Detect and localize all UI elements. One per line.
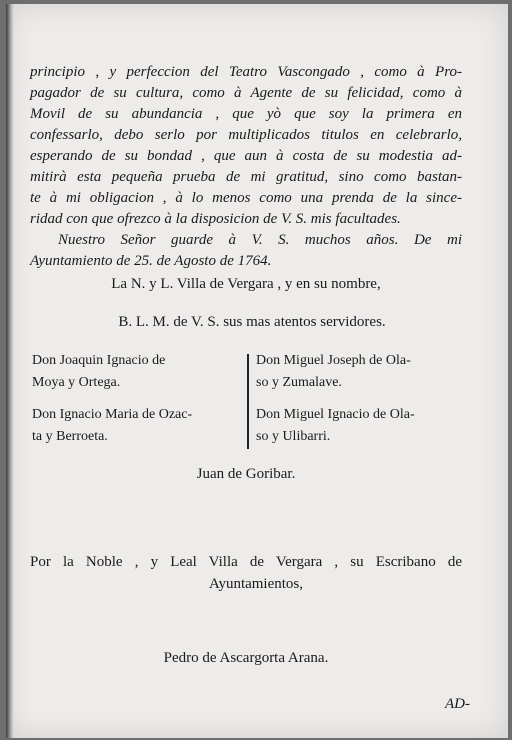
notary-line-2: Ayuntamientos, xyxy=(208,576,304,592)
body-line-10: Ayuntamiento de 25. de Agosto de 1764. xyxy=(30,253,272,269)
signatory-left-1 xyxy=(32,350,165,394)
notary-line-1: Por la Noble , y Leal Villa de Vergara , su Escribano de xyxy=(30,554,462,570)
signatory-left-2-line-2: ta y Berroeta. xyxy=(32,429,108,444)
signatory-right-1 xyxy=(256,350,411,394)
column-divider xyxy=(247,354,249,449)
signatory-right-1-line-1: Don Miguel Joseph de Ola- xyxy=(256,353,411,368)
body-line-6: mitirà esta pequeña prueba de mi gratitud, sino como bastan- xyxy=(30,169,462,185)
signatory-left-2-line-1: Don Ignacio Maria de Ozac- xyxy=(32,407,193,422)
signatory-center: Juan de Goribar. xyxy=(196,466,296,482)
body-line-8: ridad con que ofrezco à la disposicion de V. S. mis facultades. xyxy=(30,211,401,227)
signatory-right-2-line-1: Don Miguel Ignacio de Ola- xyxy=(256,407,415,422)
document-page xyxy=(6,4,508,738)
body-line-1: principio , y perfeccion del Teatro Vascongado , como à Pro- xyxy=(30,64,462,80)
letter-body xyxy=(30,62,462,272)
notary-name: Pedro de Ascargorta Arana. xyxy=(163,650,329,666)
signatory-right-2-line-2: so y Ulibarri. xyxy=(256,429,331,444)
body-line-7: te à mi obligacion , à lo menos como una prenda de la since- xyxy=(30,190,462,206)
body-line-5: esperando de su bondad , que aun à costa de su modestia ad- xyxy=(30,148,462,164)
body-line-4: confessarlo, debo serlo por multiplicados titulos en celebrarlo, xyxy=(30,127,462,143)
body-line-2: pagador de su cultura, como à Agente de su felicidad, como à xyxy=(30,85,462,101)
closing-line-2: B. L. M. de V. S. sus mas atentos servidores. xyxy=(118,314,386,330)
book-binding-shadow xyxy=(6,4,14,738)
body-line-9: Nuestro Señor guarde à V. S. muchos años. De mi xyxy=(58,232,462,248)
catchword: AD- xyxy=(445,696,470,712)
body-line-3: Movil de su abundancia , que yò que soy la primera en xyxy=(30,106,462,122)
signatory-left-1-line-1: Don Joaquin Ignacio de xyxy=(32,353,166,368)
signatory-right-2 xyxy=(256,404,415,448)
signatory-left-2 xyxy=(32,404,192,448)
signatory-right-1-line-2: so y Zumalave. xyxy=(256,375,342,390)
closing-line-1: La N. y L. Villa de Vergara , y en su nombre, xyxy=(111,276,381,292)
signatory-left-1-line-2: Moya y Ortega. xyxy=(32,375,121,390)
